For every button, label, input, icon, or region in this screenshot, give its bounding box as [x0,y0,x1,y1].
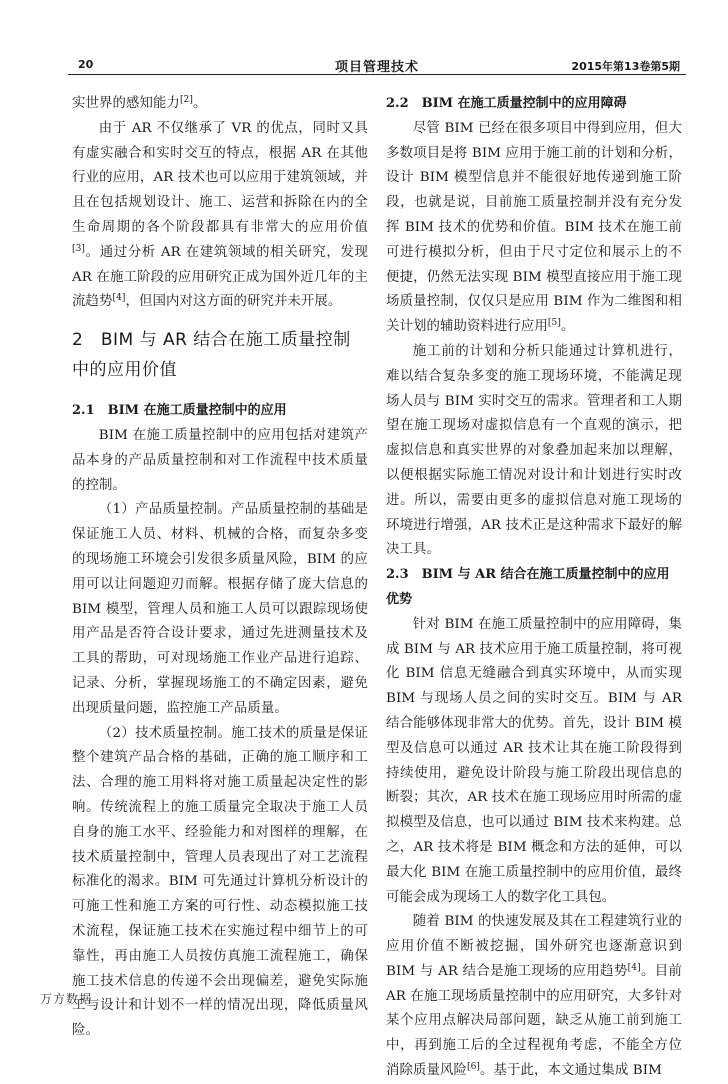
s22-paragraph-1 [386,117,682,340]
watermark: 万方数据 [40,992,93,1006]
intro-paragraph-2-text-b: 。通过分析 AR 在建筑领域的相关研究，发现 AR 在施工阶段的应用研究正成为国外近几年的主流趋势 [72,244,368,310]
intro-paragraph-1 [72,92,368,117]
citation-ref: [6] [466,1062,481,1073]
intro-paragraph-2-text-a: 由于 AR 不仅继承了 VR 的优点，同时又具有虚实融合和实时交互的特点，根据 AR 在其他行业的应用，AR 技术也可以应用于建筑领域，并且在包括规划设计、施工、运营和拆除在内的全生命周期的各个阶段都具有非常大的应用价值 [72,120,368,235]
intro-paragraph-2-text-c: ，但国内对这方面的研究并未开展。 [125,294,342,310]
journal-title: 项目管理技术 [334,60,419,75]
citation-ref: [4] [112,293,126,304]
intro-paragraph-1-end: 。 [193,96,207,111]
s23-paragraph-1: 针对 BIM 在施工质量控制中的应用障碍，集成 BIM 与 AR 技术应用于施工质量控制，将可视化 BIM 信息无缝融合到真实环境中，从而实现 BIM 与现场人员之间的实时交互。BIM 与 AR 结合能够体现非常大的优势。首先，设计 BIM 模型及信息可以通过 AR 技术让其在施工阶段得到持续使用，避免设计阶段与施工阶段出现信息的断裂；其次，AR 技术在施工现场应用时所需的虚拟模型及信息，也可以通过 BIM 技术来构建。总之，AR 技术将是 BIM 概念和方法的延伸，可以最大化 BIM 在施工质量控制中的应用价值，最终可能会成为现场工人的数字化工具包。 [386,616,682,905]
right-column [386,92,682,1084]
s23-paragraph-2-text-c: 。基于此，本文通过集成 BIM [480,1063,662,1079]
issue-info: 2015年第13卷第5期 [571,60,680,73]
s22-paragraph-1-text: 尽管 BIM 已经在很多项目中得到应用，但大多数项目是将 BIM 应用于施工前的计划和分析，设计 BIM 模型信息并不能很好地传递到施工阶段，也就是说，目前施工质量控制并没有充分发挥 BIM 技术的优势和价值。BIM 技术在施工前可进行模拟分析，但由于尺寸定位和展示上的不便捷，仍然无法实现 BIM 模型直接应用于施工现场质量控制，仅仅只是应用 BIM 作为二维图和相关计划的辅助资料进行应用 [386,120,682,335]
citation-ref: [5] [547,318,561,329]
intro-paragraph-2 [72,117,368,315]
page-header [68,56,686,75]
s23-paragraph-2 [386,910,682,1084]
left-column [72,92,368,1044]
s21-paragraph-2: （1）产品质量控制。产品质量控制的基础是保证施工人员、材料、机械的合格，而复杂多变的现场施工环境会引发很多质量风险，BIM 的应用可以让问题迎刃而解。根据存储了庞大信息的 BIM 模型，管理人员和施工人员可以跟踪现场使用产品是否符合设计要求，通过先进测量技术及工具的帮助，可对现场施工作业产品进行追踪、记录、分析，掌握现场施工的不确定因素，避免出现质量问题，监控施工产品质量。 [72,502,368,716]
s23-paragraph-2-text-a: 随着 BIM 的快速发展及其在工程建筑行业的应用价值不断被挖掘，国外研究也逐渐意识到 BIM 与 AR 结合是施工现场的应用趋势 [386,914,682,979]
s21-paragraph-3: （2）技术质量控制。施工技术的质量是保证整个建筑产品合格的基础，正确的施工顺序和工法、合理的施工用料将对施工质量起决定性的影响。传统流程上的施工质量完全取决于施工人员自身的施工水平、经验能力和对图样的理解，在技术质量控制中，管理人员表现出了对工艺流程标准化的渴求。BIM 可先通过计算机分析设计的可施工性和施工方案的可行性、动态模拟施工技术流程，保证施工技术在实施过程中细节上的可靠性，再由施工人员按仿真施工流程施工，确保施工技术信息的传递不会出现偏差，避免实际施工与设计和计划不一样的情况出现，降低质量风险。 [72,725,368,1039]
citation-ref: [2] [179,95,193,105]
citation-ref: [3] [72,243,86,254]
subsection-2-3-heading: 2.3 BIM 与 AR 结合在施工质量控制中的应用优势 [386,567,670,607]
intro-paragraph-1-text: 实世界的感知能力 [72,96,180,111]
s23-paragraph-2-text-b: 。目前 AR 在施工现场质量控制中的应用研究，大多针对某个应用点解决局部问题，缺乏从施工前到施工中，再到施工后的全过程视角考虑，不能全方位消除质量风险 [386,963,682,1079]
page-number: 20 [78,58,94,71]
subsection-2-1-heading: 2.1 BIM 在施工质量控制中的应用 [72,403,287,419]
subsection-2-2-heading: 2.2 BIM 在施工质量控制中的应用障碍 [386,96,627,111]
s22-paragraph-1-end: 。 [560,319,575,335]
citation-ref: [4] [627,962,641,973]
s22-paragraph-2: 施工前的计划和分析只能通过计算机进行，难以结合复杂多变的施工现场环境，不能满足现场人员与 BIM 实时交互的需求。管理者和工人期望在施工现场对虚拟信息有一个直观的演示，把虚拟信息和真实世界的对象叠加起来加以理解，以便根据实际施工情况对设计和计划进行实时改进。所以，需要由更多的虚拟信息对施工现场的环境进行增强，AR 技术正是这种需求下最好的解决工具。 [386,343,682,558]
section-2-heading: 2 BIM 与 AR 结合在施工质量控制中的应用价值 [72,330,351,381]
s21-paragraph-1: BIM 在施工质量控制中的应用包括对建筑产品本身的产品质量控制和对工作流程中技术质量的控制。 [72,427,368,493]
